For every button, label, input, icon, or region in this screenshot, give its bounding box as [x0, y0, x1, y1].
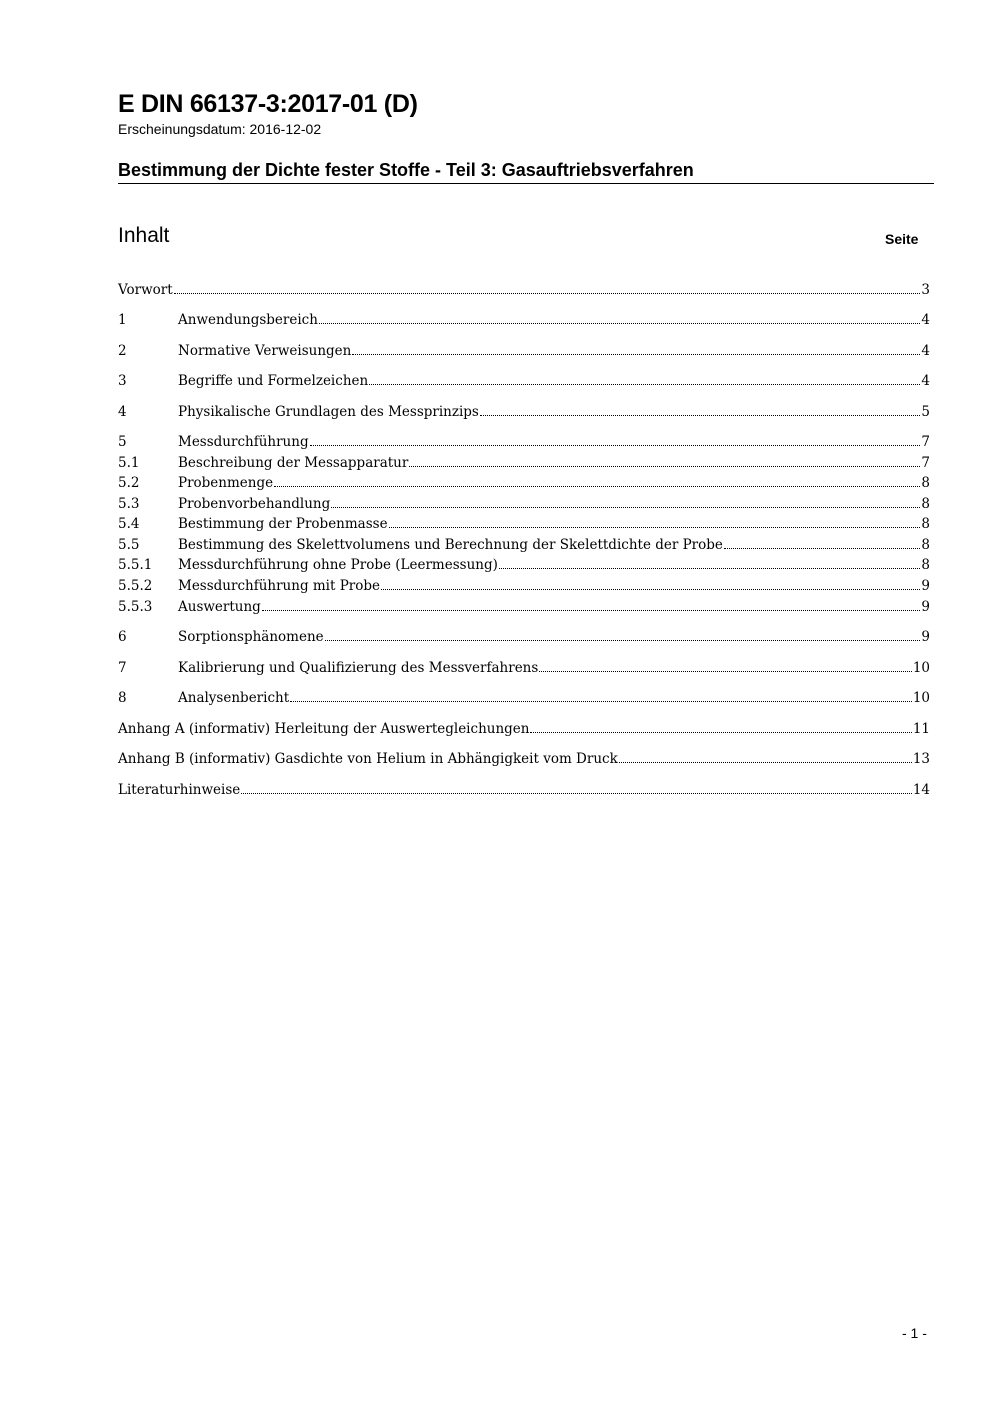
document-subtitle: Bestimmung der Dichte fester Stoffe - Teil 3: Gasauftriebsverfahren: [118, 160, 694, 180]
toc-dot-leader: [480, 402, 921, 416]
toc-entry-page: 8: [921, 475, 930, 491]
toc-entry-number: 7: [118, 660, 127, 676]
toc-entry-title: Begriffe und Formelzeichen: [178, 373, 369, 389]
toc-entry-number: 5.2: [118, 475, 140, 491]
page-number: - 1 -: [902, 1325, 927, 1341]
toc-entry[interactable]: [118, 597, 930, 617]
toc-entry-page: 10: [912, 690, 930, 706]
toc-dot-leader: [290, 688, 912, 702]
contents-heading: Inhalt: [118, 224, 170, 247]
toc-dot-leader: [241, 780, 912, 794]
toc-dot-leader: [352, 341, 920, 355]
toc-dot-leader: [539, 658, 912, 672]
toc-entry[interactable]: [118, 719, 930, 739]
toc-entry-title: Normative Verweisungen: [178, 343, 352, 359]
toc-entry-page: 7: [921, 434, 930, 450]
toc-entry-number: 3: [118, 373, 127, 389]
toc-entry-number: 5: [118, 434, 127, 450]
toc-entry[interactable]: [118, 749, 930, 769]
toc-entry[interactable]: [118, 627, 930, 647]
toc-entry-title: Anhang B (informativ) Gasdichte von Helium in Abhängigkeit vom Druck: [118, 751, 618, 767]
toc-entry-title: Bestimmung der Probenmasse: [178, 516, 388, 532]
toc-dot-leader: [274, 473, 920, 487]
toc-entry-page: 3: [921, 282, 930, 298]
toc-dot-leader: [262, 597, 921, 611]
toc-dot-leader: [409, 453, 920, 467]
toc-dot-leader: [530, 719, 911, 733]
document-title: E DIN 66137-3:2017-01 (D): [118, 90, 418, 118]
toc-entry[interactable]: [118, 555, 930, 575]
toc-entry[interactable]: [118, 658, 930, 678]
toc-entry[interactable]: [118, 310, 930, 330]
toc-entry-title: Anhang A (informativ) Herleitung der Auswertegleichungen: [118, 721, 530, 737]
toc-entry-page: 9: [921, 599, 930, 615]
toc-dot-leader: [325, 627, 921, 641]
toc-entry[interactable]: [118, 432, 930, 452]
toc-entry-title: Literaturhinweise: [118, 782, 241, 798]
toc-entry-page: 8: [921, 537, 930, 553]
toc-entry-page: 9: [921, 578, 930, 594]
toc-dot-leader: [381, 576, 920, 590]
toc-entry-title: Probenmenge: [178, 475, 274, 491]
toc-entry-number: 5.5: [118, 537, 140, 553]
page-column-label: Seite: [885, 231, 919, 247]
toc-entry-number: 5.5.3: [118, 599, 153, 615]
toc-entry-page: 4: [921, 312, 930, 328]
toc-entry-title: Messdurchführung: [178, 434, 309, 450]
toc-dot-leader: [724, 535, 921, 549]
toc-entry-title: Bestimmung des Skelettvolumens und Berechnung der Skelettdichte der Probe: [178, 537, 723, 553]
toc-entry-page: 14: [912, 782, 930, 798]
toc-entry-number: 5.5.2: [118, 578, 153, 594]
toc-entry-page: 11: [912, 721, 930, 737]
toc-entry-page: 7: [921, 455, 930, 471]
toc-entry-number: 5.3: [118, 496, 140, 512]
toc-entry-page: 8: [921, 557, 930, 573]
toc-entry-number: 6: [118, 629, 127, 645]
toc-entry[interactable]: [118, 473, 930, 493]
toc-entry[interactable]: [118, 576, 930, 596]
toc-entry[interactable]: [118, 341, 930, 361]
toc-entry[interactable]: [118, 280, 930, 300]
toc-entry-title: Kalibrierung und Qualifizierung des Messverfahrens: [178, 660, 539, 676]
toc-entry[interactable]: [118, 494, 930, 514]
toc-entry-title: Vorwort: [118, 282, 173, 298]
toc-entry-number: 4: [118, 404, 127, 420]
toc-dot-leader: [174, 280, 921, 294]
title-divider: [118, 183, 934, 184]
toc-entry-page: 4: [921, 343, 930, 359]
toc-dot-leader: [310, 432, 921, 446]
toc-entry-title: Analysenbericht: [178, 690, 290, 706]
toc-entry-title: Auswertung: [178, 599, 261, 615]
toc-entry[interactable]: [118, 780, 930, 800]
toc-entry-number: 5.4: [118, 516, 140, 532]
toc-entry-number: 1: [118, 312, 127, 328]
toc-entry[interactable]: [118, 453, 930, 473]
toc-entry-page: 10: [912, 660, 930, 676]
toc-entry[interactable]: [118, 402, 930, 422]
toc-entry-number: 5.1: [118, 455, 140, 471]
toc-entry-number: 5.5.1: [118, 557, 153, 573]
publication-date: Erscheinungsdatum: 2016-12-02: [118, 121, 322, 137]
toc-dot-leader: [319, 310, 920, 324]
toc-entry-page: 8: [921, 516, 930, 532]
toc-entry-title: Physikalische Grundlagen des Messprinzips: [178, 404, 479, 420]
toc-dot-leader: [331, 494, 920, 508]
toc-dot-leader: [619, 749, 912, 763]
toc-entry[interactable]: [118, 514, 930, 534]
toc-entry-page: 4: [921, 373, 930, 389]
toc-entry-title: Anwendungsbereich: [178, 312, 318, 328]
toc-entry[interactable]: [118, 688, 930, 708]
toc-dot-leader: [389, 514, 921, 528]
toc-entry[interactable]: [118, 535, 930, 555]
toc-entry-number: 2: [118, 343, 127, 359]
toc-entry-title: Messdurchführung mit Probe: [178, 578, 381, 594]
toc-entry-page: 13: [912, 751, 930, 767]
toc-entry-page: 8: [921, 496, 930, 512]
toc-entry[interactable]: [118, 371, 930, 391]
toc-entry-number: 8: [118, 690, 127, 706]
toc-entry-page: 5: [921, 404, 930, 420]
toc-entry-title: Messdurchführung ohne Probe (Leermessung): [178, 557, 498, 573]
toc-dot-leader: [369, 371, 920, 385]
toc-entry-title: Sorptionsphänomene: [178, 629, 324, 645]
toc-entry-title: Probenvorbehandlung: [178, 496, 331, 512]
toc-dot-leader: [499, 555, 921, 569]
toc-entry-title: Beschreibung der Messapparatur: [178, 455, 409, 471]
toc-entry-page: 9: [921, 629, 930, 645]
